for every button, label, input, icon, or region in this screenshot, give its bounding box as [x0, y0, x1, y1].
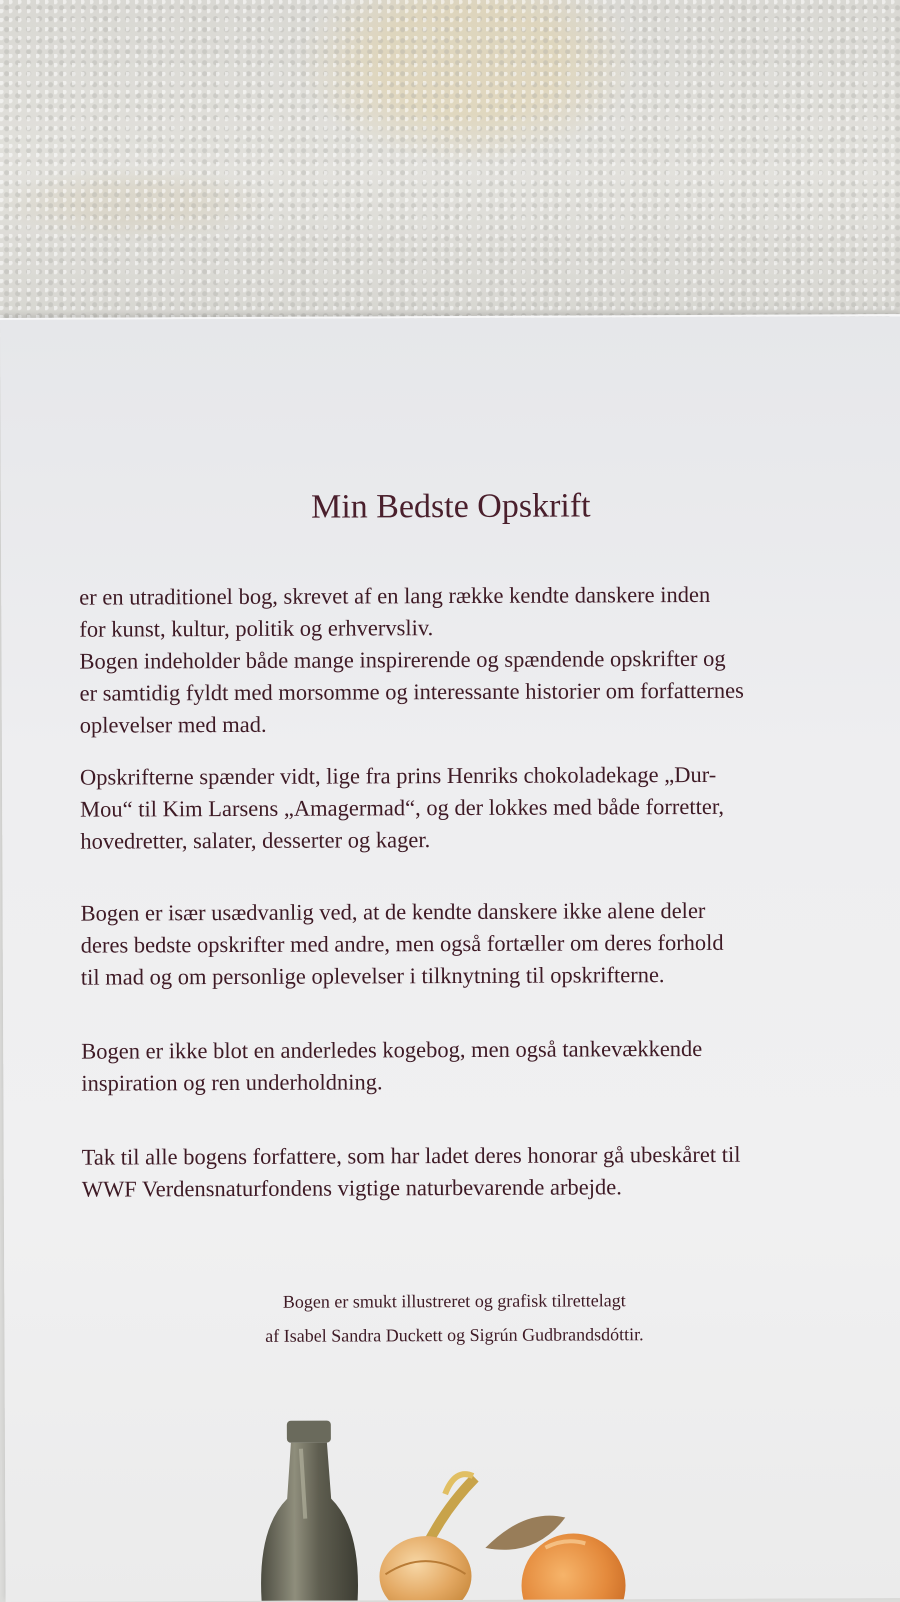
paragraph-recipes: Opskrifterne spænder vidt, lige fra prins Henriks chokoladekage „Dur- Mou“ til Kim Larsens „Amagermad“, og der lokkes med både forretter, hovedretter, salater, desserter og kager. — [79, 761, 725, 854]
paragraph-thanks: Tak til alle bogens forfattere, som har ladet deres honorar gå ubeskåret til WWF Verdensnaturfondens vigtige naturbevarende arbejde. — [81, 1141, 741, 1202]
book-back-cover — [0, 314, 900, 1602]
book-title: Min Bedste Opskrift — [310, 487, 591, 526]
paragraph-intro: er en utraditionel bog, skrevet af en lang række kendte danskere inden for kunst, kultur, politik og erhvervsliv. Bogen indeholder både mange inspirerende og spændende opskrifter og er samtidig fyldt med morsomme og interessante historier om forfatternes oplevelser med mad. — [79, 581, 744, 738]
food-illustration — [5, 1396, 900, 1602]
paragraph-unusual: Bogen er især usædvanlig ved, at de kendte danskere ikke alene deler deres bedste opskrifter med andre, men også fortæller om deres forhold til mad og om personlige oplevelser i tilknytning til opskrifterne. — [80, 897, 724, 990]
credit-line-1: Bogen er smukt illustreret og grafisk tilrettelagt — [282, 1290, 626, 1312]
paragraph-inspiration: Bogen er ikke blot en anderledes kogebog, men også tankevækkende inspiration og ren underholdning. — [81, 1035, 703, 1096]
credit-line-2: af Isabel Sandra Duckett og Sigrún Gudbrandsdóttir. — [265, 1324, 644, 1346]
wine-bottle-icon — [260, 1420, 358, 1600]
carpet-background — [0, 0, 900, 340]
orange-fruit-icon — [521, 1533, 625, 1602]
onion-icon — [379, 1474, 476, 1602]
